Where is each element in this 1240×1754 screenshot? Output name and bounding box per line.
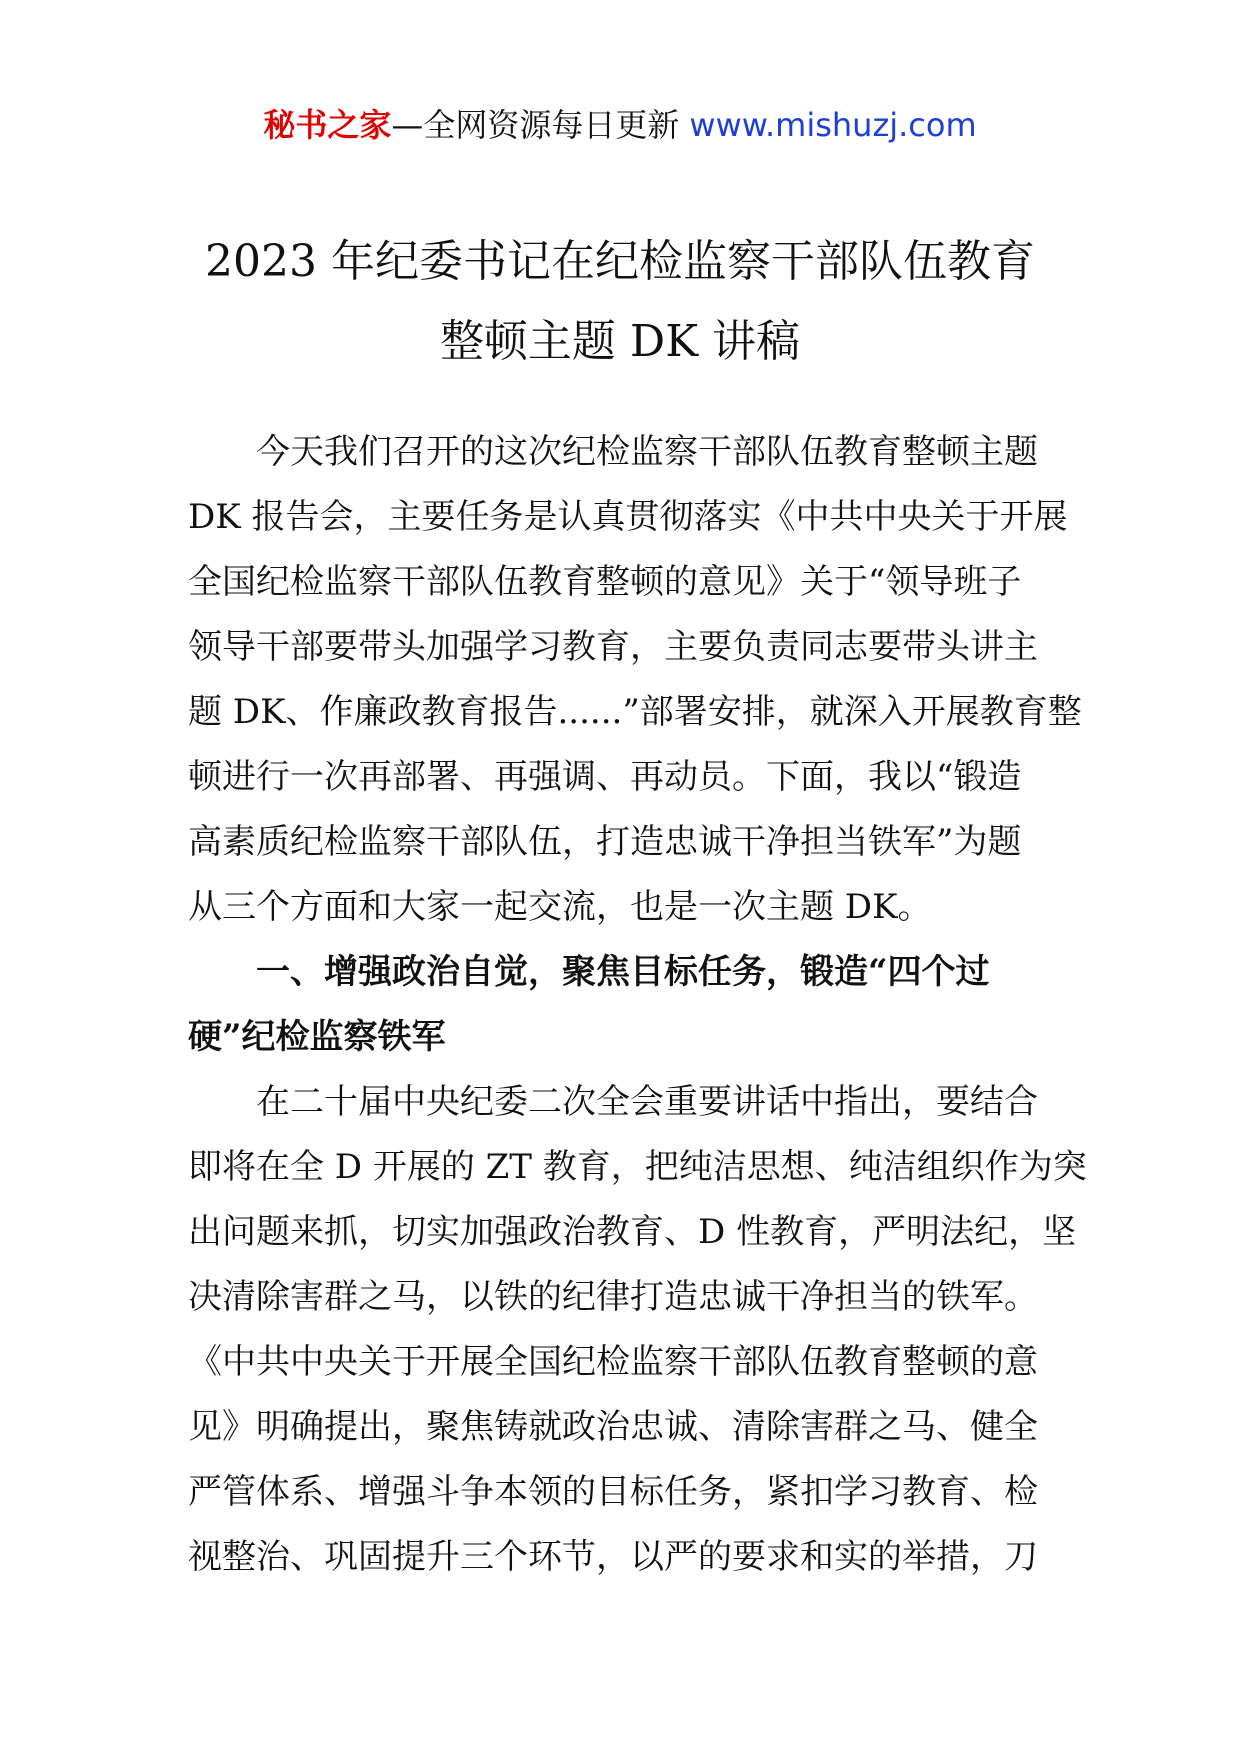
- body-line: 决清除害群之马，以铁的纪律打造忠诚干净担当的铁军。: [188, 1277, 1038, 1317]
- body-line: 顿进行一次再部署、再强调、再动员。下面，我以“锻造: [188, 757, 1022, 797]
- body-line: 视整治、巩固提升三个环节，以严的要求和实的举措，刀: [188, 1537, 1038, 1577]
- site-slogan: —全网资源每日更新: [391, 106, 680, 144]
- body-line: 从三个方面和大家一起交流，也是一次主题 DK。: [188, 887, 932, 927]
- body-line: 出问题来抓，切实加强政治教育、D 性教育，严明法纪，坚: [188, 1212, 1077, 1252]
- body-line: 高素质纪检监察干部队伍，打造忠诚干净担当铁军”为题: [188, 822, 1022, 862]
- document-title: [120, 222, 1120, 382]
- body-line: 见》明确提出，聚焦铸就政治忠诚、清除害群之马、健全: [188, 1407, 1038, 1447]
- document-title-line-1: 2023 年纪委书记在纪检监察干部队伍教育: [205, 236, 1035, 287]
- section-heading-line: 一、增强政治自觉，聚焦目标任务，锻造“四个过: [256, 952, 990, 992]
- document-title-line-2: 整顿主题 DK 讲稿: [439, 316, 801, 367]
- section-heading-line: 硬”纪检监察铁军: [188, 1017, 446, 1057]
- site-brand: 秘书之家: [263, 106, 392, 144]
- body-line: DK 报告会，主要任务是认真贯彻落实《中共中央关于开展: [188, 497, 1068, 537]
- body-line: 在二十届中央纪委二次全会重要讲话中指出，要结合: [256, 1082, 1038, 1122]
- body-line: 即将在全 D 开展的 ZT 教育，把纯洁思想、纯洁组织作为突: [188, 1147, 1087, 1187]
- body-line: 严管体系、增强斗争本领的目标任务，紧扣学习教育、检: [188, 1472, 1038, 1512]
- body-line: 全国纪检监察干部队伍教育整顿的意见》关于“领导班子: [188, 562, 1022, 602]
- body-line: 今天我们召开的这次纪检监察干部队伍教育整顿主题: [256, 432, 1038, 472]
- body-line: 领导干部要带头加强学习教育，主要负责同志要带头讲主: [188, 627, 1038, 667]
- body-line: 题 DK、作廉政教育报告......”部署安排，就深入开展教育整: [188, 692, 1082, 732]
- body-line: 《中共中央关于开展全国纪检监察干部队伍教育整顿的意: [188, 1342, 1038, 1382]
- site-header: [0, 100, 1240, 150]
- site-url-link[interactable]: www.mishuzj.com: [689, 106, 977, 144]
- document-body: [188, 420, 1087, 1590]
